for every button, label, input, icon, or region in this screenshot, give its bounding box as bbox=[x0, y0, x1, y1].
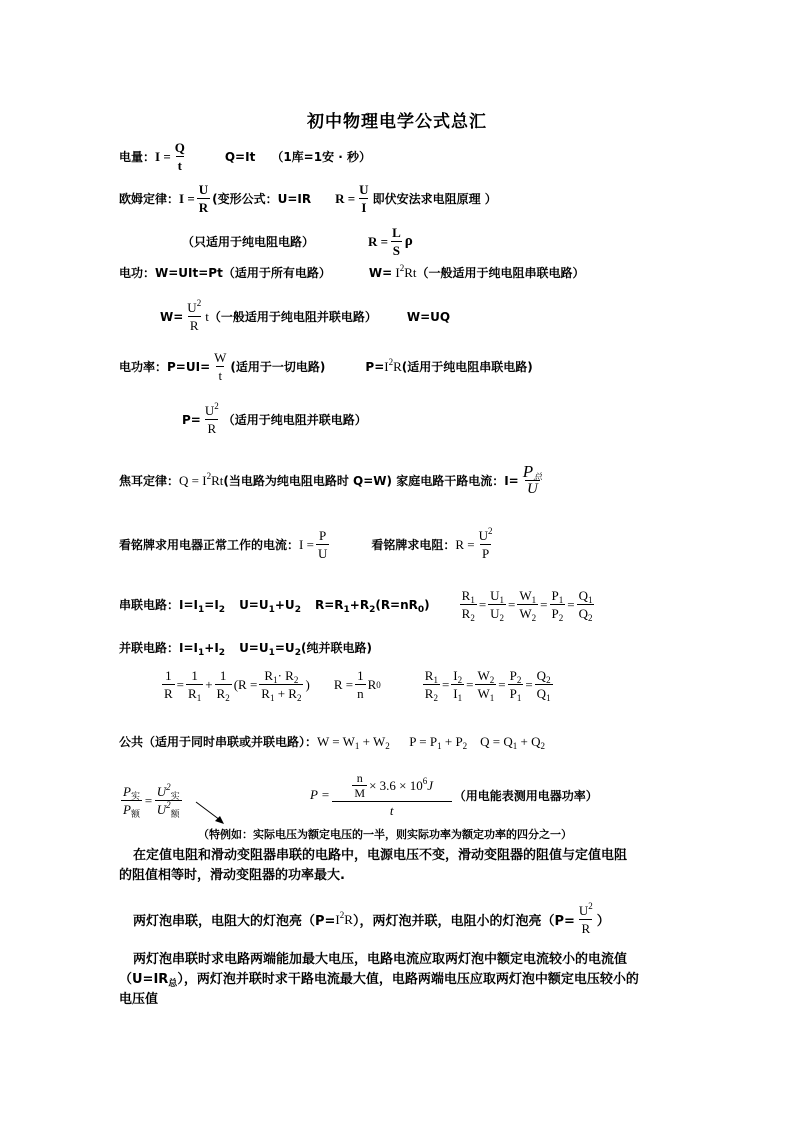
formula-p-i2r: P= bbox=[365, 359, 385, 374]
formula-t: t bbox=[205, 308, 209, 324]
formula-p-eq: P= bbox=[182, 412, 201, 427]
fraction-w-over-t: $\frac{W}{t}$ bbox=[214, 350, 227, 383]
work-formula-3-note: （一般适用于纯电阻并联电路） bbox=[208, 310, 377, 324]
paragraph-max-line-2-b: ），两灯泡并联时求干路电流最大值，电路两端电压应取两灯泡中额定电压较小的 bbox=[177, 972, 639, 987]
sub-actual: 实 bbox=[130, 791, 140, 801]
work-line-2 bbox=[160, 300, 450, 333]
formula-r-eq: R = bbox=[335, 190, 356, 206]
joule-label: 焦耳定律： bbox=[119, 474, 180, 488]
series-formula-3: $R=R_1+R_2(R=nR_0)$ bbox=[314, 597, 430, 615]
paragraph-bulbs: 两灯泡串联，电阻大的灯泡亮（P= $I^2R$ ），两灯泡并联，电阻小的灯泡亮（P= $\frac{U^2}{R}$ ） bbox=[133, 901, 610, 936]
nameplate-line bbox=[119, 528, 497, 561]
fraction-u2-over-r-3: $\frac{U^2}{R}$ bbox=[578, 901, 593, 936]
paragraph-rheostat-line-1: 在定值电阻和滑动变阻器串联的电路中，电源电压不变，滑动变阻器的阻值与定值电阻 bbox=[133, 848, 628, 863]
work-formula-2-note: （一般适用于纯电阻串联电路） bbox=[416, 266, 585, 280]
fraction-u2-over-r: $\frac{U^2}{R}$ bbox=[187, 298, 202, 333]
formula-w-i2rt: W= bbox=[368, 265, 393, 280]
total-subscript: 总 bbox=[533, 472, 543, 482]
charge-label: 电量： bbox=[119, 150, 156, 164]
paragraph-rheostat bbox=[119, 846, 689, 886]
charge-line bbox=[119, 140, 371, 173]
formula-i-eq-3: I = bbox=[299, 536, 314, 552]
total-subscript-2: 总 bbox=[168, 979, 178, 989]
fraction-u-over-i: $\frac{U}{I}$ bbox=[359, 182, 369, 215]
fraction-q-over-t: $\frac{Q}{t}$ bbox=[174, 140, 185, 173]
formula-i-eq-2: I= bbox=[504, 473, 519, 488]
series-formula-2: $U=U_1+U_2$ bbox=[239, 597, 301, 615]
power-formula-1-prefix: P=UI= bbox=[167, 359, 211, 374]
paragraph-max-line-1: 两灯泡串联时求电路两端能加最大电压，电路电流应取两灯泡中额定电流较小的电流值 bbox=[133, 952, 628, 967]
resistivity-line bbox=[182, 225, 413, 258]
sub-rated: 额 bbox=[130, 809, 140, 819]
series-formula-3-text: R=R bbox=[314, 597, 344, 612]
parallel-formula-1: $I=I_1+I_2$ bbox=[179, 640, 226, 658]
fraction-u2-over-r-2: $\frac{U^2}{R}$ bbox=[204, 401, 219, 436]
parallel-formula-2: $U=U_1=U_2$ bbox=[239, 640, 301, 658]
charge-formula: Q=It bbox=[224, 149, 256, 164]
paragraph-max-line-2-a: （U=IR bbox=[119, 972, 169, 987]
work-label: 电功： bbox=[119, 266, 156, 280]
common-formulas: $W = W_1 + W_2$ $P = P_1 + P_2$ $Q = Q_1 + Q_2$ bbox=[317, 733, 546, 751]
ohm-line bbox=[119, 182, 497, 215]
parallel-line bbox=[119, 639, 372, 656]
example-note: （特例如：实际电压为额定电压的一半，则实际功率为额定功率的四分之一） bbox=[198, 828, 572, 841]
power-line bbox=[119, 350, 533, 383]
pure-resistance-note: （只适用于纯电阻电路） bbox=[182, 235, 315, 249]
work-formula-1: W=UIt=Pt（适用于所有电路） bbox=[155, 266, 331, 280]
joule-note: (当电路为纯电阻电路时 Q=W) 家庭电路干路电流： bbox=[223, 474, 505, 488]
sub-rated-2: 额 bbox=[170, 809, 180, 819]
formula-w-eq: W= bbox=[160, 309, 184, 324]
joule-line bbox=[119, 464, 546, 497]
paragraph-bulbs-part-1: 两灯泡串联，电阻大的灯泡亮（P= bbox=[133, 914, 336, 929]
arrow-icon bbox=[194, 800, 228, 826]
nameplate-current-label: 看铭牌求用电器正常工作的电流： bbox=[119, 538, 300, 552]
power-formula-3-note: （适用于纯电阻并联电路） bbox=[222, 413, 367, 427]
formula-r-resistivity: R = bbox=[368, 233, 389, 249]
parallel-label: 并联电路： bbox=[119, 641, 180, 655]
formula-r-eq-2: R = bbox=[455, 536, 475, 552]
charge-note: （1库=1安 · 秒） bbox=[271, 150, 371, 164]
paragraph-max bbox=[119, 950, 699, 1010]
common-label: 公共（适用于同时串联或并联电路）： bbox=[119, 735, 318, 749]
power-label: 电功率： bbox=[119, 360, 168, 374]
paragraph-rheostat-line-2: 的阻值相等时，滑动变阻器的功率最大. bbox=[119, 868, 345, 883]
work-formula-4: W=UQ bbox=[406, 309, 451, 324]
series-formula-2-text: U=U bbox=[239, 597, 269, 612]
formula-q-i2rt: $Q = I^2Rt$ bbox=[179, 470, 224, 488]
series-formula-1-text: I=I bbox=[179, 597, 198, 612]
paragraph-max-line-3: 电压值 bbox=[119, 992, 159, 1007]
power-formula-2-note: (适用于纯电阻串联电路) bbox=[401, 360, 533, 374]
formula-i: I = bbox=[155, 148, 171, 164]
rho-symbol: ρ bbox=[404, 233, 413, 249]
work-line bbox=[119, 264, 585, 281]
formula-i2r-2: $I^2R$ bbox=[335, 909, 353, 927]
parallel-resistance-line: $\frac{1}{R}$ = $\frac{1}{R_1}$ + $\frac{1}{R_2}$ (R = $\frac{R_1\cdot R_2}{R_1 + R_2}$ ) R = $\frac{1}{n}$ R 0 $\frac{R_1}{R_2}$ = $\frac{I_2}{I_1}$ = $\frac{W_2}{W_1}$ = $\frac{P_2}{P_1}$ = $\frac{Q_2}{Q_1}$ bbox=[164, 668, 551, 703]
formula-i-eq: I = bbox=[179, 190, 195, 206]
series-ratio-chain: $\frac{R_1}{R_2}$ = $\frac{U_1}{U_2}$ = $\frac{W_1}{W_2}$ = $\frac{P_1}{P_2}$ = $\frac{Q_1}{Q_2}$ bbox=[461, 588, 593, 623]
meter-note: （用电能表测用电器功率） bbox=[453, 788, 598, 803]
fraction-u2-over-p: $\frac{U^2}{P}$ bbox=[478, 526, 493, 561]
ohm-label: 欧姆定律： bbox=[119, 192, 180, 206]
fraction-l-over-s: $\frac{L}{S}$ bbox=[392, 225, 401, 258]
series-formula-1: $I=I_1=I_2$ bbox=[179, 597, 226, 615]
meter-formula bbox=[310, 772, 598, 818]
power-ratio: $\frac{P_实}{P_额}$ = $\frac{U^2_实}{U^2_额}$ bbox=[123, 782, 180, 819]
nameplate-resistance-label: 看铭牌求电阻： bbox=[371, 538, 456, 552]
paragraph-max-line-2 bbox=[119, 970, 699, 990]
ohm-note: 即伏安法求电阻原理 ） bbox=[372, 192, 497, 206]
fraction-meter: $\frac{n}{M}$ × $3.6 \times 10^6J$ t bbox=[332, 772, 452, 818]
fraction-ptotal-over-u: $\frac{P_总}{U}$ bbox=[522, 462, 543, 497]
series-label: 串联电路： bbox=[119, 598, 180, 612]
power-formula-1-note: (适用于一切电路) bbox=[230, 360, 326, 374]
page-title: 初中物理电学公式总汇 bbox=[307, 112, 487, 132]
fraction-p-over-u: $\frac{P}{U}$ bbox=[317, 528, 328, 561]
power-line-2 bbox=[182, 403, 367, 436]
common-line bbox=[119, 733, 545, 750]
paragraph-bulbs-part-2: ），两灯泡并联，电阻小的灯泡亮（P= bbox=[352, 914, 575, 929]
formula-p-meter: P = bbox=[310, 787, 330, 802]
formula-i2r: $I^2R$ bbox=[384, 356, 402, 374]
series-line bbox=[119, 588, 596, 621]
sub-actual-2: 实 bbox=[170, 791, 180, 801]
fraction-u-over-r: $\frac{U}{R}$ bbox=[198, 182, 209, 215]
ohm-variant: (变形公式：U=IR bbox=[212, 192, 312, 206]
parallel-note: (纯并联电路) bbox=[300, 641, 372, 655]
formula-i2rt: $I^2Rt$ bbox=[392, 262, 417, 280]
